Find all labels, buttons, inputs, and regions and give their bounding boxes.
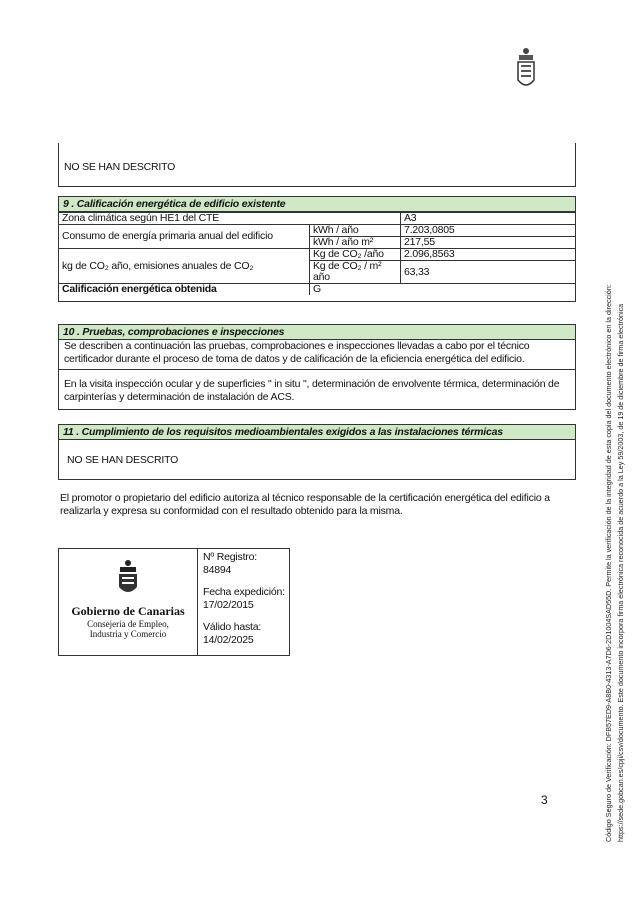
verification-text-1: Código Seguro de Verificación: DFB57ED9-A8B0-4313-A7D6-2D1004SAD55D. Permite la verificación de la integridad de esta copia del documento electrónico en la dirección: [604, 284, 613, 842]
section11-title: 11 . Cumplimiento de los requisitos medioambientales exigidos a las instalaciones térmicas [59, 425, 575, 440]
section10-paragraph-2: En la visita inspección ocular y de superficies " in situ ", determinación de envolvente térmica, determinación de carpinterías y determinación de instalación de ACS. [64, 378, 560, 403]
section9-box [58, 196, 576, 302]
section11-box [58, 424, 576, 480]
section8-text: NO SE HAN DESCRITO [64, 161, 176, 173]
calificacion-table [59, 212, 575, 295]
consumo-unit2: kWh / año m² [310, 237, 401, 249]
consumo-val1: 7.203,0805 [401, 225, 576, 237]
table-row [59, 225, 575, 237]
valido-value: 14/02/2025 [203, 634, 254, 646]
co2-label: kg de CO₂ año, emisiones anuales de CO₂ [59, 249, 310, 284]
co2-val2: 63,33 [401, 261, 576, 284]
section10-box [58, 324, 576, 410]
reg-value: 84894 [203, 564, 232, 576]
table-row [59, 249, 575, 261]
co2-val1: 2.096,8563 [401, 249, 576, 261]
reg-label: Nº Registro: [203, 551, 257, 563]
gov-name: Gobierno de Canarias [71, 604, 185, 618]
registry-details [203, 551, 289, 647]
calif-label: Calificación energética obtenida [59, 284, 310, 296]
co2-unit1: Kg de CO₂ /año [310, 249, 401, 261]
coat-of-arms-icon [514, 46, 538, 96]
promotor-statement: El promotor o propietario del edificio autoriza al técnico responsable de la certificación energética del edificio a realizarla y expresa su conformidad con el resultado obtenido para la misma. [60, 492, 550, 517]
section9-title: 9 . Calificación energética de edificio existente [59, 197, 575, 212]
consumo-val2: 217,55 [401, 237, 576, 249]
registry-block [58, 548, 290, 656]
verification-text-2: https://sede.gobcan.es/cpji/csv/documento. Este documento incorpora firma electrónica reconocida de acuerdo a la Ley 59/2003, de 19 de diciembre de firma electrónica [616, 303, 625, 842]
section11-text: NO SE HAN DESCRITO [67, 454, 179, 466]
valido-label: Válido hasta: [203, 621, 262, 633]
co2-unit2: Kg de CO₂ / m² año [310, 261, 401, 284]
zona-label: Zona climática según HE1 del CTE [59, 213, 401, 225]
zona-value: A3 [401, 213, 576, 225]
consumo-label: Consumo de energía primaria anual del edificio [59, 225, 310, 249]
table-row [59, 284, 575, 296]
section8-box [58, 143, 576, 187]
fecha-value: 17/02/2015 [203, 599, 254, 611]
canarias-shield-icon [115, 559, 141, 599]
page-number: 3 [541, 793, 548, 807]
section10-title: 10 . Pruebas, comprobaciones e inspecciones [59, 325, 575, 340]
section10-paragraph-1: Se describen a continuación las pruebas, comprobaciones e inspecciones llevadas a cabo por el técnico certificador durante el proceso de toma de datos y de calificación de la eficiencia energética del edificio. [59, 340, 575, 370]
fecha-label: Fecha expedición: [203, 586, 285, 598]
dept-line-1: Consejería de Empleo, [87, 619, 169, 629]
consumo-unit1: kWh / año [310, 225, 401, 237]
dept-line-2: Industria y Comercio [89, 629, 167, 639]
calif-value: G [310, 284, 576, 296]
table-row [59, 213, 575, 225]
gov-logo [59, 549, 198, 655]
